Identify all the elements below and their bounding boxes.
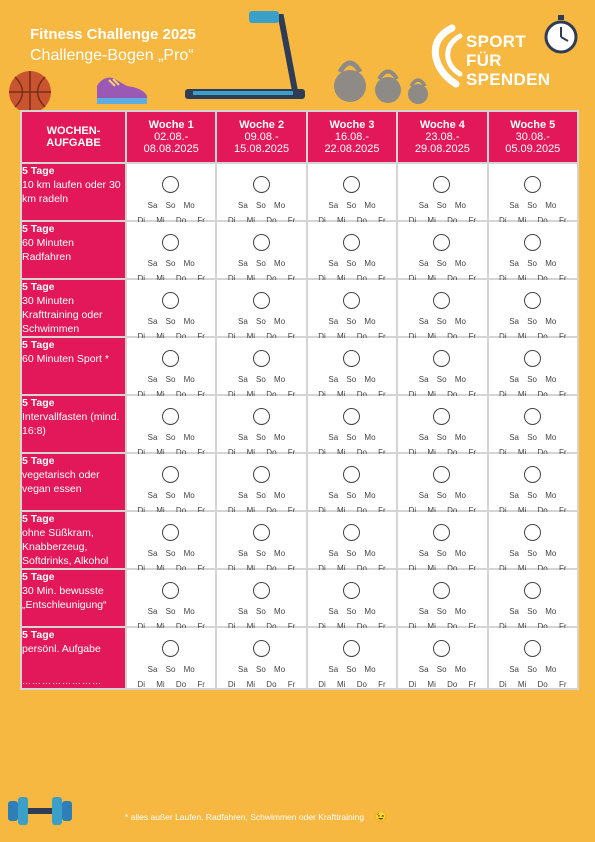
- day-row-weekend: Sa So Mo: [328, 201, 376, 210]
- day-row-weekend: Sa So Mo: [328, 607, 376, 616]
- checkbox-circle[interactable]: [433, 292, 450, 309]
- checkbox-circle[interactable]: [253, 640, 270, 657]
- logo-text: SPORT FÜR SPENDEN: [466, 32, 551, 89]
- day-row-weekend: Sa So Mo: [509, 317, 557, 326]
- day-row-weekend: Sa So Mo: [418, 375, 466, 384]
- task-label: [21, 511, 126, 569]
- day-row-weekend: Sa So Mo: [509, 259, 557, 268]
- task-text: 30 Minuten Krafttraining oder Schwimmen: [22, 295, 103, 335]
- task-label: [21, 279, 126, 337]
- week-cell: [488, 453, 578, 511]
- checkbox-circle[interactable]: [524, 408, 541, 425]
- week-cell: [307, 395, 397, 453]
- day-row-weekend: Sa So Mo: [238, 665, 286, 674]
- day-row-weekend: Sa So Mo: [509, 201, 557, 210]
- task-row: [21, 337, 578, 395]
- dumbbell-icon: [6, 793, 74, 829]
- task-row: [21, 163, 578, 221]
- checkbox-circle[interactable]: [253, 234, 270, 251]
- checkbox-circle[interactable]: [162, 292, 179, 309]
- day-row-weekend: Sa So Mo: [509, 375, 557, 384]
- day-row-weekend: Sa So Mo: [328, 317, 376, 326]
- day-row-weekend: Sa So Mo: [147, 317, 195, 326]
- task-days: 5 Tage: [22, 455, 55, 467]
- page-title: Fitness Challenge 2025: [30, 26, 196, 43]
- week-header: Woche 2 09.08.- 15.08.2025: [216, 111, 306, 163]
- task-row: [21, 627, 578, 689]
- day-row-weekend: Sa So Mo: [418, 549, 466, 558]
- week-cell: [126, 221, 216, 279]
- sport-fuer-spenden-logo: [430, 24, 466, 88]
- checkbox-circle[interactable]: [253, 524, 270, 541]
- checkbox-circle[interactable]: [433, 234, 450, 251]
- week-cell: [488, 221, 578, 279]
- week-cell: [397, 627, 487, 689]
- week-cell: [397, 279, 487, 337]
- week-cell: [397, 569, 487, 627]
- checkbox-circle[interactable]: [433, 408, 450, 425]
- day-row-weekend: Sa So Mo: [147, 375, 195, 384]
- day-row-weekend: Sa So Mo: [509, 549, 557, 558]
- checkbox-circle[interactable]: [343, 176, 360, 193]
- week-cell: [307, 337, 397, 395]
- day-row-weekend: Sa So Mo: [238, 607, 286, 616]
- day-row-weekend: Sa So Mo: [147, 201, 195, 210]
- week-cell: [307, 569, 397, 627]
- week-cell: [488, 279, 578, 337]
- task-label: [21, 221, 126, 279]
- checkbox-circle[interactable]: [524, 234, 541, 251]
- task-text: 60 Minuten Sport *: [22, 353, 109, 365]
- task-label: [21, 395, 126, 453]
- week-cell: [488, 395, 578, 453]
- day-row-weekend: Sa So Mo: [328, 375, 376, 384]
- day-row-weekend: Sa So Mo: [509, 433, 557, 442]
- task-days: 5 Tage: [22, 165, 55, 177]
- week-cell: [126, 569, 216, 627]
- task-label: [21, 569, 126, 627]
- checkbox-circle[interactable]: [162, 408, 179, 425]
- task-row: [21, 453, 578, 511]
- week-cell: [126, 163, 216, 221]
- day-row-weekend: Sa So Mo: [147, 491, 195, 500]
- week-cell: [307, 627, 397, 689]
- day-row-weekdays: Di Mi Do Fr: [408, 680, 477, 689]
- task-days: 5 Tage: [22, 629, 55, 641]
- checkbox-circle[interactable]: [253, 466, 270, 483]
- week-cell: [126, 511, 216, 569]
- checkbox-circle[interactable]: [162, 640, 179, 657]
- checkbox-circle[interactable]: [343, 292, 360, 309]
- page-subtitle: Challenge-Bogen „Pro“: [30, 47, 194, 64]
- checkbox-circle[interactable]: [524, 176, 541, 193]
- task-text: persönl. Aufgabe: [22, 643, 101, 655]
- day-row-weekend: Sa So Mo: [238, 259, 286, 268]
- week-cell: [216, 569, 306, 627]
- week-cell: [488, 163, 578, 221]
- sneaker-icon: [93, 72, 151, 106]
- day-row-weekdays: Di Mi Do Fr: [499, 680, 567, 689]
- week-cell: [307, 279, 397, 337]
- checkbox-circle[interactable]: [343, 640, 360, 657]
- checkbox-circle[interactable]: [162, 524, 179, 541]
- week-cell: [216, 453, 306, 511]
- checkbox-circle[interactable]: [162, 234, 179, 251]
- day-row-weekdays: Di Mi Do Fr: [227, 680, 296, 689]
- task-days: 5 Tage: [22, 571, 55, 583]
- checkbox-circle[interactable]: [162, 582, 179, 599]
- corner-header: WOCHEN-AUFGABE: [21, 111, 126, 163]
- task-days: 5 Tage: [22, 339, 55, 351]
- footnote: * alles außer Laufen, Radfahren, Schwimmen oder Krafttraining 😉: [125, 812, 387, 823]
- checkbox-circle[interactable]: [253, 350, 270, 367]
- task-text: ohne Süßkram, Knabberzeug, Softdrinks, Alkohol: [22, 527, 109, 567]
- task-label: [21, 163, 126, 221]
- day-row-weekend: Sa So Mo: [418, 259, 466, 268]
- week-cell: [216, 627, 306, 689]
- week-cell: [216, 163, 306, 221]
- week-header: Woche 4 23.08.- 29.08.2025: [397, 111, 487, 163]
- checkbox-circle[interactable]: [253, 176, 270, 193]
- checkbox-circle[interactable]: [524, 582, 541, 599]
- week-cell: [126, 337, 216, 395]
- day-row-weekend: Sa So Mo: [238, 375, 286, 384]
- week-cell: [126, 453, 216, 511]
- week-cell: [397, 453, 487, 511]
- week-cell: [397, 163, 487, 221]
- week-cell: [488, 511, 578, 569]
- day-row-weekend: Sa So Mo: [328, 665, 376, 674]
- week-cell: [397, 337, 487, 395]
- challenge-table: [20, 110, 579, 690]
- checkbox-circle[interactable]: [433, 176, 450, 193]
- day-row-weekend: Sa So Mo: [418, 433, 466, 442]
- week-cell: [126, 395, 216, 453]
- day-row-weekdays: Di Mi Do Fr: [137, 680, 205, 689]
- checkbox-circle[interactable]: [433, 350, 450, 367]
- week-cell: [488, 627, 578, 689]
- task-days: 5 Tage: [22, 223, 55, 235]
- day-row-weekend: Sa So Mo: [238, 549, 286, 558]
- week-cell: [216, 221, 306, 279]
- week-cell: [216, 511, 306, 569]
- task-row: [21, 221, 578, 279]
- task-row: [21, 395, 578, 453]
- task-text: 60 Minuten Radfahren: [22, 237, 74, 263]
- treadmill-icon: [183, 5, 308, 105]
- checkbox-circle[interactable]: [343, 582, 360, 599]
- week-cell: [488, 569, 578, 627]
- week-cell: [397, 221, 487, 279]
- day-row-weekend: Sa So Mo: [509, 607, 557, 616]
- day-row-weekend: Sa So Mo: [147, 665, 195, 674]
- task-days: 5 Tage: [22, 513, 55, 525]
- task-text: 30 Min. bewusste „Entschleunigung“: [22, 585, 107, 611]
- checkbox-circle[interactable]: [524, 350, 541, 367]
- task-text: vegetarisch oder vegan essen: [22, 469, 100, 495]
- basketball-icon: [8, 70, 52, 114]
- checkbox-circle[interactable]: [253, 292, 270, 309]
- checkbox-circle[interactable]: [162, 350, 179, 367]
- task-label: [21, 453, 126, 511]
- stopwatch-icon: [543, 14, 579, 54]
- checkbox-circle[interactable]: [524, 524, 541, 541]
- day-row-weekend: Sa So Mo: [328, 433, 376, 442]
- checkbox-circle[interactable]: [343, 408, 360, 425]
- week-cell: [488, 337, 578, 395]
- week-cell: [307, 453, 397, 511]
- checkbox-circle[interactable]: [162, 466, 179, 483]
- week-cell: [307, 163, 397, 221]
- day-row-weekdays: Di Mi Do Fr: [318, 680, 386, 689]
- week-cell: [397, 395, 487, 453]
- checkbox-circle[interactable]: [253, 408, 270, 425]
- task-row: [21, 279, 578, 337]
- smiley-icon: 😉: [374, 812, 387, 823]
- task-text: 10 km laufen oder 30 km radeln: [22, 179, 121, 205]
- day-row-weekend: Sa So Mo: [147, 433, 195, 442]
- day-row-weekend: Sa So Mo: [328, 259, 376, 268]
- day-row-weekend: Sa So Mo: [418, 665, 466, 674]
- kettlebell-icon: [332, 52, 432, 104]
- header-row: [21, 111, 578, 163]
- week-cell: [216, 279, 306, 337]
- day-row-weekend: Sa So Mo: [238, 491, 286, 500]
- task-days: 5 Tage: [22, 397, 55, 409]
- day-row-weekend: Sa So Mo: [509, 491, 557, 500]
- checkbox-circle[interactable]: [433, 582, 450, 599]
- checkbox-circle[interactable]: [343, 466, 360, 483]
- week-cell: [216, 395, 306, 453]
- day-row-weekend: Sa So Mo: [418, 607, 466, 616]
- day-row-weekend: Sa So Mo: [328, 491, 376, 500]
- task-days: 5 Tage: [22, 281, 55, 293]
- checkbox-circle[interactable]: [524, 640, 541, 657]
- checkbox-circle[interactable]: [524, 466, 541, 483]
- week-cell: [126, 627, 216, 689]
- day-row-weekend: Sa So Mo: [238, 433, 286, 442]
- task-label: [21, 627, 126, 689]
- task-label: [21, 337, 126, 395]
- week-header: Woche 1 02.08.- 08.08.2025: [126, 111, 216, 163]
- week-header: Woche 3 16.08.- 22.08.2025: [307, 111, 397, 163]
- task-row: [21, 511, 578, 569]
- week-cell: [307, 221, 397, 279]
- checkbox-circle[interactable]: [253, 582, 270, 599]
- checkbox-circle[interactable]: [343, 234, 360, 251]
- day-row-weekend: Sa So Mo: [238, 201, 286, 210]
- checkbox-circle[interactable]: [343, 524, 360, 541]
- day-row-weekend: Sa So Mo: [147, 549, 195, 558]
- day-row-weekend: Sa So Mo: [509, 665, 557, 674]
- day-row-weekend: Sa So Mo: [147, 607, 195, 616]
- checkbox-circle[interactable]: [162, 176, 179, 193]
- task-row: [21, 569, 578, 627]
- day-row-weekend: Sa So Mo: [418, 491, 466, 500]
- week-cell: [307, 511, 397, 569]
- day-row-weekend: Sa So Mo: [418, 201, 466, 210]
- task-text: Intervallfasten (mind. 16:8): [22, 411, 120, 437]
- checkbox-circle[interactable]: [524, 292, 541, 309]
- checkbox-circle[interactable]: [433, 640, 450, 657]
- day-row-weekend: Sa So Mo: [238, 317, 286, 326]
- day-row-weekend: Sa So Mo: [147, 259, 195, 268]
- week-cell: [216, 337, 306, 395]
- day-row-weekend: Sa So Mo: [328, 549, 376, 558]
- week-header: Woche 5 30.08.- 05.09.2025: [488, 111, 578, 163]
- task-blank-line: ……………………: [22, 676, 102, 686]
- week-cell: [126, 279, 216, 337]
- checkbox-circle[interactable]: [433, 524, 450, 541]
- day-row-weekend: Sa So Mo: [418, 317, 466, 326]
- checkbox-circle[interactable]: [433, 466, 450, 483]
- week-cell: [397, 511, 487, 569]
- checkbox-circle[interactable]: [343, 350, 360, 367]
